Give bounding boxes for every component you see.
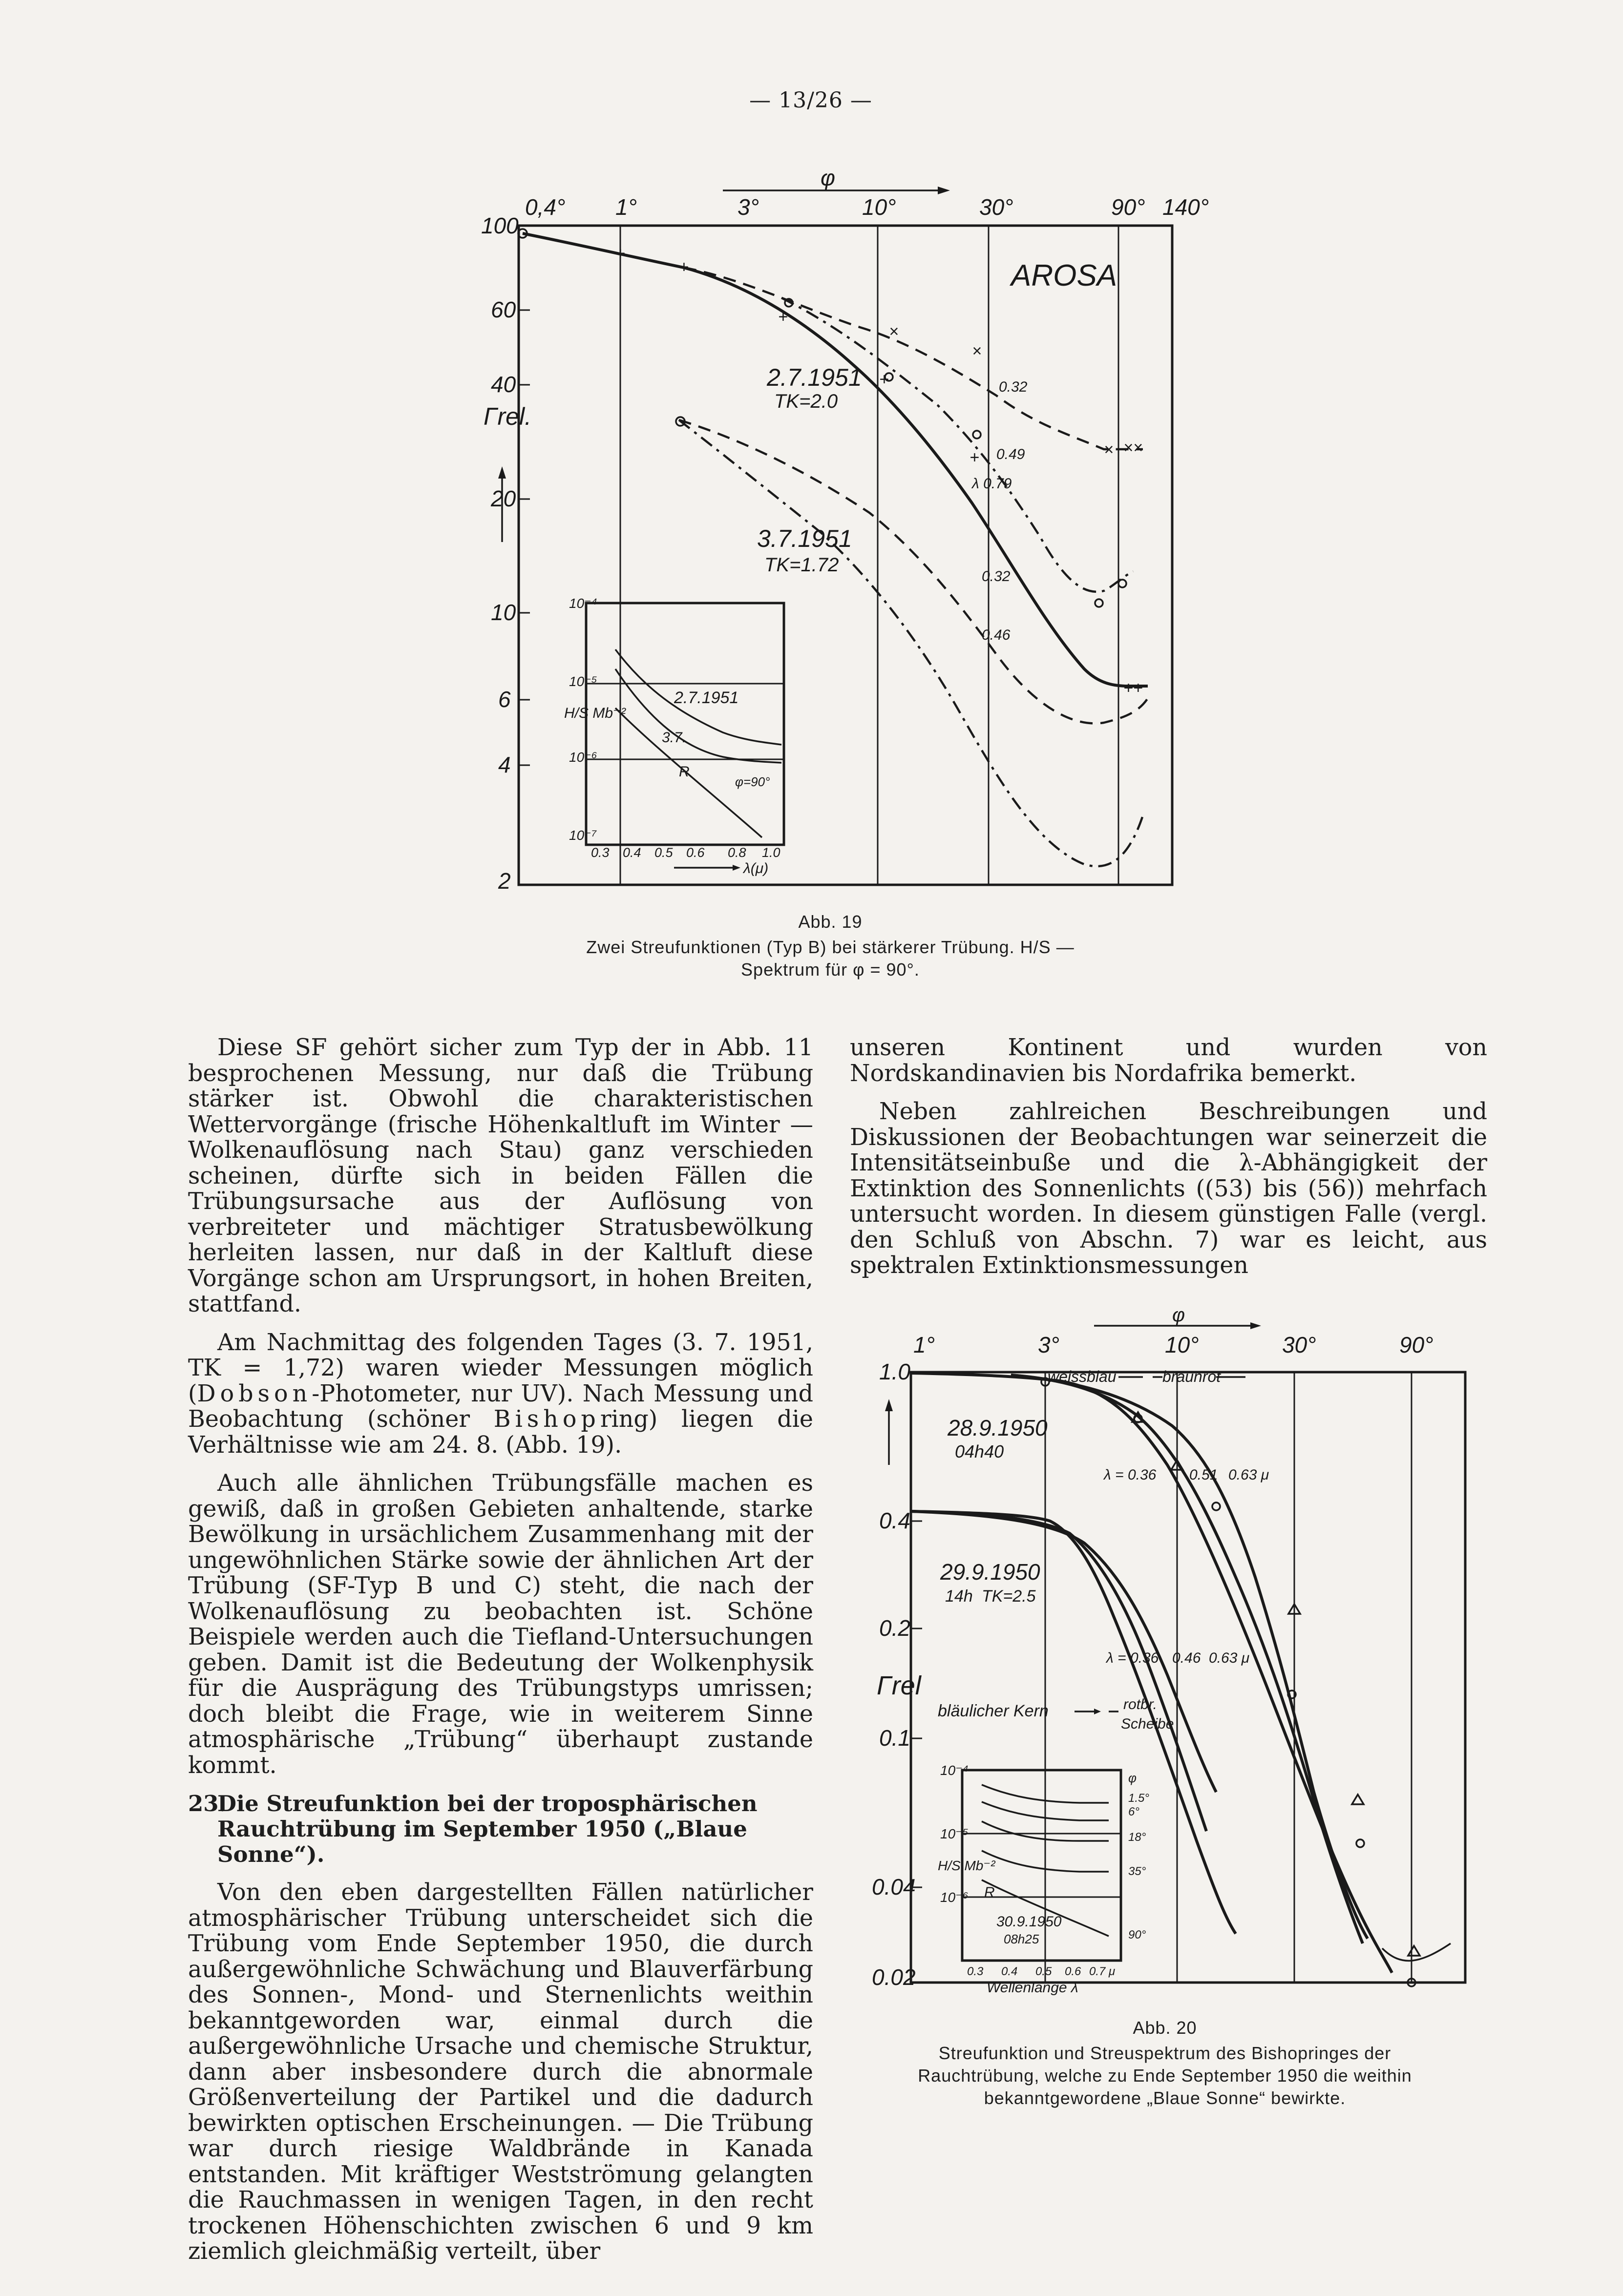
fig19-inset-label-b: 3.7. xyxy=(662,730,687,746)
fig20-lower-lambda-1: 0.46 xyxy=(1172,1650,1201,1666)
figure-19-chart xyxy=(469,161,1250,908)
fig19-inset-xlabel: λ(μ) xyxy=(743,860,769,877)
fig20-ytick-0-04: 0.04 xyxy=(872,1874,916,1899)
fig20-inset-date: 30.9.1950 xyxy=(996,1914,1062,1930)
svg-text:+: + xyxy=(970,448,979,467)
figure-20 xyxy=(864,1304,1480,2012)
fig20-lower-lambda-0: λ = 0.36 xyxy=(1106,1650,1159,1666)
fig20-disc-label-1: rotbr. xyxy=(1123,1696,1157,1712)
fig19-ytick-4: 4 xyxy=(498,752,511,777)
svg-text:×: × xyxy=(889,322,899,341)
fig20-ytick-0-1: 0.1 xyxy=(879,1725,910,1751)
fig19-inset-xtick-5: 1.0 xyxy=(762,845,780,860)
figure-19 xyxy=(469,161,1250,908)
fig19-curve1-tk: TK=2.0 xyxy=(774,391,838,412)
fig20-tail-curve xyxy=(1382,1943,1451,1961)
fig19-ytick-100: 100 xyxy=(481,213,519,238)
fig20-inset-xtick-3: 0.6 xyxy=(1065,1965,1081,1978)
left-paragraph-3: Auch alle ähnlichen Trübungsfälle machen es gewiß, daß in großen Gebieten anhaltende, starke Bewölkung in ursächlichem Zusammenhang mit der ungewöhnlichen Stärke sowie der ähnlichen Art der Trübung (SF-Typ B und C) steht, die nach der Wolkenauflösung zu beobachten ist. Schöne Beispiele werden auch die Tiefland-Untersuchungen geben. Damit ist die Bedeutung der Wolkenphysik für die Ausprägung des Trübungstyps umrissen; doch bleibt die Frage, wie in weiterem Sinne atmosphärische „Trübung“ überhaupt zustande kommt. xyxy=(188,1470,813,1779)
fig20-band-left: weissblau xyxy=(1048,1368,1117,1385)
fig19-inset-xtick-2: 0.5 xyxy=(654,845,673,860)
fig20-upper-date: 28.9.1950 xyxy=(948,1415,1048,1440)
fig20-ytick-0-4: 0.4 xyxy=(879,1508,910,1533)
fig20-upper-lambda-2: 0.63 μ xyxy=(1228,1467,1269,1483)
fig19-ytick-10: 10 xyxy=(491,600,516,625)
fig19-ytick-60: 60 xyxy=(491,297,516,322)
fig20-inset-ylabel: H/S Mb⁻² xyxy=(938,1858,995,1873)
fig20-inset-xtick-4: 0.7 μ xyxy=(1089,1965,1116,1978)
section-23-heading xyxy=(188,1791,813,1867)
fig19-inset-xtick-0: 0.3 xyxy=(591,845,610,860)
figure-20-caption-line-1: Streufunktion und Streuspektrum des Bishopringes der xyxy=(938,2043,1391,2063)
svg-text:+: + xyxy=(615,244,625,263)
svg-text:×: × xyxy=(972,342,982,360)
fig19-curve2-tk: TK=1.72 xyxy=(764,554,839,576)
right-paragraph-2: Neben zahlreichen Beschreibungen und Diskussionen der Beobachtungen war seinerzeit die Intensitätseinbuße und die λ-Abhängigkeit der Extinktion des Sonnenlichts ((53) bis (56)) mehrfach untersucht worden. In diesem günstigen Falle (vergl. den Schluß von Abschn. 7) war es leicht, aus spektralen Extinktionsmessungen xyxy=(850,1098,1487,1279)
fig19-inset-frame xyxy=(586,603,784,845)
fig20-inset-ytick-0: 10⁻⁴ xyxy=(940,1763,969,1778)
fig19-inset-ytick-3: 10⁻⁷ xyxy=(569,828,597,843)
figure-19-caption xyxy=(469,911,1192,981)
fig19-lambda-3: 0.32 xyxy=(982,568,1011,584)
fig19-curve1-date: 2.7.1951 xyxy=(767,364,862,391)
fig19-inset-xtick-4: 0.8 xyxy=(728,845,746,860)
fig19-inset-xtick-3: 0.6 xyxy=(686,845,705,860)
figure-20-label: Abb. 20 xyxy=(1133,2018,1197,2038)
fig20-inset-xtick-0: 0.3 xyxy=(967,1965,984,1978)
fig19-lambda-2: λ 0.79 xyxy=(972,476,1012,492)
fig19-phi-label: φ xyxy=(821,165,836,190)
fig19-inset-ytick-2: 10⁻⁶ xyxy=(569,750,597,765)
fig19-inset xyxy=(564,596,784,877)
bishop-term: Bishop xyxy=(493,1406,600,1433)
left-paragraph-4: Von den eben dargestellten Fällen natürlicher atmosphärischer Trübung unterscheidet sich die Trübung vom Ende September 1950, die durch außergewöhnliche Schwächung und Blauverfärbung des Sonnen-, Mond- und Sternenlichts weithin bekanntgeworden war, einmal durch die außergewöhnliche Ursache und chemische Struktur, dann aber insbesondere durch die abnormale Größenverteilung der Partikel und die dadurch bewirkten optischen Erscheinungen. — Die Trübung war durch riesige Waldbrände in Kanada entstanden. Mit kräftiger Westströmung gelangten die Rauchmassen in wenigen Tagen, in den recht trockenen Höhenschichten zwischen 6 und 9 km ziemlich gleichmäßig verteilt, über xyxy=(188,1879,813,2265)
fig19-xtick-4: 30° xyxy=(979,194,1013,220)
svg-text:××: ×× xyxy=(1123,438,1143,457)
fig19-cross-markers xyxy=(615,244,1143,697)
svg-text:++: ++ xyxy=(1123,679,1143,697)
fig19-marker-circle-a xyxy=(1095,599,1103,607)
fig20-inset-phi-5: 90° xyxy=(1128,1928,1146,1941)
right-column xyxy=(850,1035,1487,1292)
fig19-xtick-0: 0,4° xyxy=(525,194,566,220)
figure-19-label: Abb. 19 xyxy=(798,912,863,932)
fig20-lower-time: 14h xyxy=(945,1587,973,1606)
fig20-inset-xtick-1: 0.4 xyxy=(1001,1965,1018,1978)
left-column xyxy=(188,1035,813,2277)
figure-20-caption xyxy=(840,2017,1490,2109)
fig20-inset xyxy=(938,1763,1149,1996)
left-paragraph-1: Diese SF gehört sicher zum Typ der in Abb. 11 besprochenen Messung, nur daß die Trübung stärker ist. Obwohl die charakteristischen Wettervorgänge (frische Höhenkaltluft im Winter — Wolkenauflösung nach Stau) ganz verschieden scheinen, dürfte sich in beiden Fällen die Trübungsursache aus der Auflösung von verbreiteter und mächtiger Stratusbewölkung herleiten lassen, nur daß in der Kaltluft diese Vorgänge schon am Ursprungsort, in hohen Breiten, stattfand. xyxy=(188,1034,813,1317)
fig20-lower-lambda-2: 0.63 μ xyxy=(1209,1650,1250,1666)
fig19-ytick-40: 40 xyxy=(491,372,516,397)
fig20-phi-arrow-head xyxy=(1250,1322,1261,1329)
fig20-inset-xtick-2: 0.5 xyxy=(1035,1965,1052,1978)
fig19-curve-3-7-1951-dashed xyxy=(679,420,1148,723)
fig19-y-axis-label: Γrel. xyxy=(484,403,531,430)
section-title: Die Streufunktion bei der troposphärischen Rauchtrübung im September 1950 („Blaue Sonne“). xyxy=(217,1791,758,1867)
fig20-xtick-3: 30° xyxy=(1282,1332,1316,1357)
fig19-inset-ytick-1: 10⁻⁵ xyxy=(569,674,597,689)
fig19-station-label: AROSA xyxy=(1011,259,1117,292)
fig19-inset-label-r: R xyxy=(679,764,690,780)
fig20-inset-ytick-1: 10⁻⁵ xyxy=(940,1826,969,1841)
fig20-inset-phi-4: 35° xyxy=(1128,1865,1146,1878)
fig20-upper-lambda-1: 0.51 xyxy=(1189,1467,1218,1483)
section-number: 23. xyxy=(188,1791,227,1816)
fig19-marker-circle-b xyxy=(1118,580,1126,587)
svg-text:×: × xyxy=(1104,440,1114,459)
fig20-lower-curve-0-63 xyxy=(911,1511,1216,1792)
fig19-marker-circle-e xyxy=(973,431,981,438)
fig19-ytick-6: 6 xyxy=(498,687,511,712)
fig20-upper-time: 04h40 xyxy=(955,1441,1004,1461)
fig19-curve-2-7-1951-solid xyxy=(523,233,1148,686)
fig19-lambda-4: 0.46 xyxy=(982,627,1011,643)
fig20-inset-ytick-2: 10⁻⁶ xyxy=(940,1890,969,1905)
fig19-xtick-6: 140° xyxy=(1162,194,1209,220)
fig20-lower-tk: TK=2.5 xyxy=(982,1587,1036,1606)
fig19-inset-ylabel: H/S Mb⁻² xyxy=(564,705,626,721)
fig19-xtick-3: 10° xyxy=(862,194,896,220)
figure-20-chart xyxy=(864,1304,1480,2012)
svg-text:+: + xyxy=(778,308,788,326)
fig19-ytick-2: 2 xyxy=(498,868,511,894)
fig20-lower-date: 29.9.1950 xyxy=(940,1559,1040,1585)
fig19-inset-xtick-1: 0.4 xyxy=(623,845,641,860)
right-paragraph-1: unseren Kontinent und wurden von Nordskandinavien bis Nordafrika bemerkt. xyxy=(850,1034,1487,1087)
fig19-ytick-20: 20 xyxy=(491,486,516,511)
fig20-core-label: bläulicher Kern xyxy=(938,1702,1049,1720)
fig19-curve-3-7-1951-dashdot xyxy=(679,420,1143,866)
fig19-inset-ytick-0: 10⁻⁴ xyxy=(569,596,598,611)
fig19-inset-label-phi: φ=90° xyxy=(735,774,770,789)
page-number: — 13/26 — xyxy=(749,88,872,113)
fig20-xtick-4: 90° xyxy=(1399,1332,1433,1357)
fig19-lambda-0: 0.32 xyxy=(999,379,1028,395)
fig20-inset-xlabel: Wellenlänge λ xyxy=(987,1980,1078,1996)
fig19-xtick-5: 90° xyxy=(1111,194,1145,220)
left-paragraph-2: Am Nachmittag des folgenden Tages (3. 7. 1951, TK = 1,72) waren wieder Messungen möglich (Dobson-Photometer, nur UV). Nach Messung und Beobachtung (schöner Bishopring) liegen die Verhältnisse wie am 24. 8. (Abb. 19). xyxy=(188,1329,813,1459)
fig20-phi-label: φ xyxy=(1172,1304,1185,1326)
figure-19-caption-line-2: Spektrum für φ = 90°. xyxy=(741,960,920,980)
fig20-y-axis-label: Γrel xyxy=(877,1671,921,1700)
fig20-inset-phi-3: 18° xyxy=(1128,1831,1146,1844)
fig19-phi-arrow-head xyxy=(938,187,950,194)
svg-text:+: + xyxy=(879,370,889,389)
fig20-xtick-0: 1° xyxy=(913,1332,935,1357)
fig19-y-arrow-head xyxy=(498,466,506,479)
fig20-upper-lambda-0: λ = 0.36 xyxy=(1104,1467,1157,1483)
fig20-disc-label-2: Scheibe xyxy=(1121,1716,1174,1732)
fig19-xtick-1: 1° xyxy=(615,194,637,220)
fig20-ytick-1: 1.0 xyxy=(879,1359,910,1384)
figure-19-caption-line-1: Zwei Streufunktionen (Typ B) bei stärkerer Trübung. H/S — xyxy=(586,937,1075,957)
fig20-inset-phi-0: φ xyxy=(1128,1771,1137,1785)
fig20-inset-phi-1: 1.5° xyxy=(1128,1792,1149,1805)
fig19-xtick-2: 3° xyxy=(738,194,759,220)
fig20-xtick-2: 10° xyxy=(1165,1332,1199,1357)
dobson-term: Dobson xyxy=(197,1380,312,1407)
fig19-curve2-date: 3.7.1951 xyxy=(757,525,852,552)
fig20-band-right: braunrot xyxy=(1162,1368,1221,1385)
fig20-inset-time: 08h25 xyxy=(1004,1932,1039,1946)
fig20-ytick-0-2: 0.2 xyxy=(879,1615,910,1641)
fig19-inset-label-a: 2.7.1951 xyxy=(674,689,739,707)
svg-text:+: + xyxy=(679,258,689,276)
fig19-lambda-1: 0.49 xyxy=(996,446,1025,462)
fig19-plot-frame xyxy=(519,226,1172,885)
fig20-ytick-0-02: 0.02 xyxy=(872,1964,916,1990)
fig20-inset-phi-2: 6° xyxy=(1128,1805,1139,1818)
fig20-xtick-1: 3° xyxy=(1038,1332,1059,1357)
figure-20-caption-line-3: bekanntgewordene „Blaue Sonne“ bewirkte. xyxy=(984,2088,1346,2108)
fig20-inset-label-r: R xyxy=(984,1884,995,1900)
figure-20-caption-line-2: Rauchtrübung, welche zu Ende September 1950 die weithin xyxy=(918,2066,1412,2086)
